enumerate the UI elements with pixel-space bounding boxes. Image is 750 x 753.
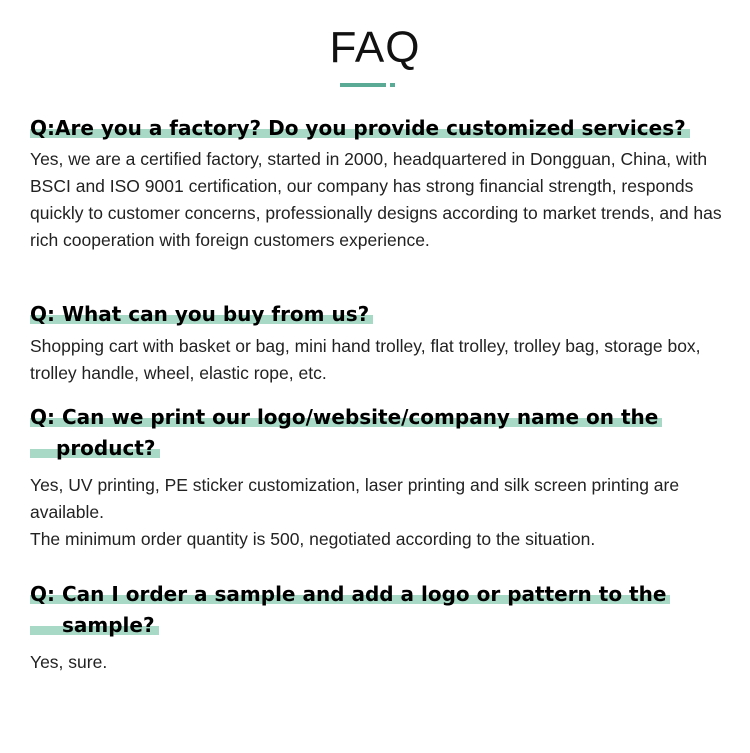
answer-paragraph: Yes, UV printing, PE sticker customization, laser printing and silk screen printing are available. [30, 475, 680, 522]
faq-question-2 [30, 301, 373, 327]
question-text: Q: Can we print our logo/website/company name on the [30, 405, 662, 429]
question-text: product? [30, 436, 160, 460]
question-text: Q: Can I order a sample and add a logo or pattern to the [30, 582, 670, 606]
answer-paragraph: Shopping cart with basket or bag, mini hand trolley, flat trolley, trolley bag, storage box, trolley handle, wheel, elastic rope, etc. [30, 336, 701, 383]
faq-question-4-line-2 [30, 612, 159, 638]
question-text: Q: What can you buy from us? [30, 302, 373, 326]
page-title: FAQ [329, 23, 421, 72]
answer-paragraph: Yes, we are a certified factory, started in 2000, headquartered in Dongguan, China, with BSCI and ISO 9001 certification, our company has strong financial strength, responds quickly to customer concerns, professionally designs according to market trends, and has rich cooperation with foreign customers experience. [30, 149, 722, 250]
answer-paragraph: Yes, sure. [30, 652, 108, 672]
title-underline-dot [390, 83, 395, 87]
answer-paragraph: The minimum order quantity is 500, negotiated according to the situation. [30, 529, 596, 549]
question-text: Q:Are you a factory? Do you provide customized services? [30, 116, 690, 140]
faq-answer-1 [30, 146, 730, 254]
faq-answer-2 [30, 333, 730, 387]
faq-question-3-line-2 [30, 435, 160, 461]
faq-answer-4 [30, 649, 730, 676]
faq-question-1 [30, 115, 690, 141]
faq-question-4 [30, 581, 670, 607]
faq-question-3 [30, 404, 662, 430]
question-text: sample? [30, 613, 159, 637]
title-underline [340, 83, 386, 87]
faq-answer-3 [30, 472, 730, 553]
